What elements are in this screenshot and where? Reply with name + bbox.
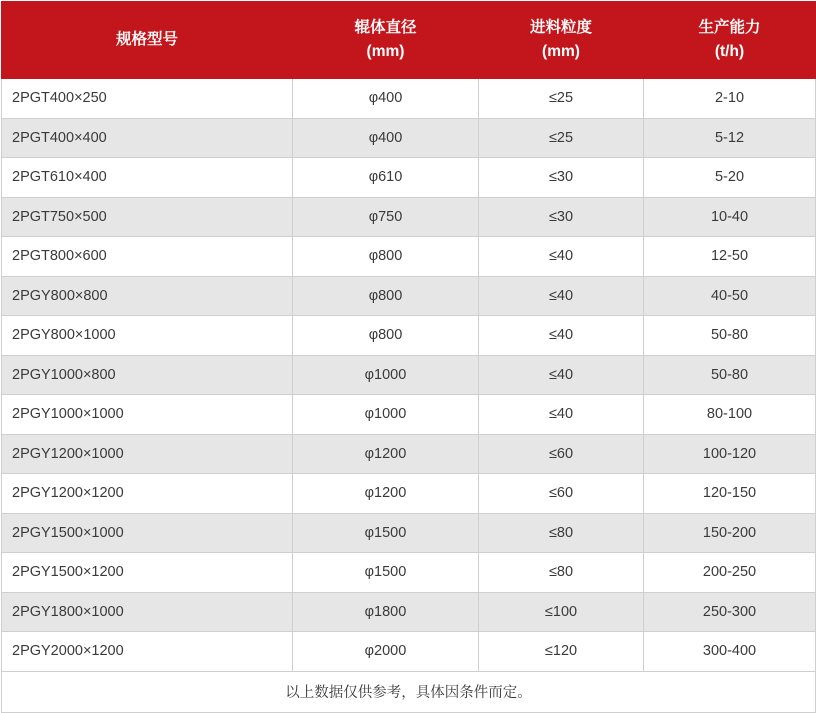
cell-feed: ≤100 [479, 592, 644, 632]
cell-diameter: φ800 [293, 276, 479, 316]
cell-diameter: φ610 [293, 158, 479, 198]
column-header-roller-diameter-title: 辊体直径 [354, 18, 417, 36]
table-row [2, 474, 816, 514]
cell-diameter: φ1800 [293, 592, 479, 632]
specification-table [1, 1, 816, 713]
table-row [2, 632, 816, 672]
cell-feed: ≤40 [479, 395, 644, 435]
column-header-capacity [644, 2, 816, 79]
cell-diameter: φ400 [293, 79, 479, 119]
table-row [2, 434, 816, 474]
cell-model: 2PGY1500×1000 [2, 513, 293, 553]
cell-diameter: φ400 [293, 118, 479, 158]
cell-model: 2PGT400×250 [2, 79, 293, 119]
column-header-roller-diameter [293, 2, 479, 79]
cell-diameter: φ1000 [293, 355, 479, 395]
cell-model: 2PGY2000×1200 [2, 632, 293, 672]
column-header-capacity-title: 生产能力 [698, 18, 761, 36]
table-row [2, 395, 816, 435]
table-row [2, 513, 816, 553]
cell-model: 2PGY800×1000 [2, 316, 293, 356]
cell-capacity: 50-80 [644, 316, 816, 356]
cell-diameter: φ1200 [293, 474, 479, 514]
table-row [2, 316, 816, 356]
table-footer [2, 671, 816, 712]
table-row [2, 197, 816, 237]
table-row [2, 237, 816, 277]
cell-capacity: 80-100 [644, 395, 816, 435]
cell-capacity: 5-12 [644, 118, 816, 158]
cell-diameter: φ1500 [293, 553, 479, 593]
cell-feed: ≤40 [479, 276, 644, 316]
table-header [2, 2, 816, 79]
table-row [2, 592, 816, 632]
cell-diameter: φ1200 [293, 434, 479, 474]
cell-feed: ≤25 [479, 79, 644, 119]
cell-capacity: 10-40 [644, 197, 816, 237]
cell-capacity: 150-200 [644, 513, 816, 553]
table-row [2, 118, 816, 158]
cell-capacity: 50-80 [644, 355, 816, 395]
column-header-feed-size-unit: (mm) [542, 43, 580, 60]
cell-feed: ≤30 [479, 197, 644, 237]
table-row [2, 553, 816, 593]
cell-feed: ≤40 [479, 237, 644, 277]
cell-model: 2PGY1000×1000 [2, 395, 293, 435]
cell-feed: ≤60 [479, 474, 644, 514]
cell-model: 2PGT750×500 [2, 197, 293, 237]
cell-model: 2PGT400×400 [2, 118, 293, 158]
column-header-model-title: 规格型号 [115, 30, 178, 48]
column-header-model [2, 2, 293, 79]
cell-capacity: 100-120 [644, 434, 816, 474]
cell-model: 2PGY1200×1000 [2, 434, 293, 474]
table-row [2, 355, 816, 395]
cell-diameter: φ2000 [293, 632, 479, 672]
table-row [2, 79, 816, 119]
cell-diameter: φ800 [293, 237, 479, 277]
table-header-row [2, 2, 816, 79]
cell-diameter: φ800 [293, 316, 479, 356]
cell-capacity: 300-400 [644, 632, 816, 672]
cell-diameter: φ750 [293, 197, 479, 237]
cell-diameter: φ1500 [293, 513, 479, 553]
cell-model: 2PGY1800×1000 [2, 592, 293, 632]
cell-capacity: 2-10 [644, 79, 816, 119]
cell-capacity: 250-300 [644, 592, 816, 632]
cell-feed: ≤30 [479, 158, 644, 198]
column-header-feed-size-title: 进料粒度 [529, 18, 592, 36]
column-header-capacity-unit: (t/h) [714, 43, 745, 60]
cell-feed: ≤80 [479, 513, 644, 553]
table-footnote: 以上数据仅供参考，具体因条件而定。 [2, 671, 816, 712]
cell-model: 2PGT610×400 [2, 158, 293, 198]
cell-model: 2PGY1500×1200 [2, 553, 293, 593]
column-header-feed-size [479, 2, 644, 79]
cell-capacity: 12-50 [644, 237, 816, 277]
cell-model: 2PGY1200×1200 [2, 474, 293, 514]
table-row [2, 158, 816, 198]
cell-capacity: 40-50 [644, 276, 816, 316]
cell-model: 2PGY800×800 [2, 276, 293, 316]
column-header-roller-diameter-unit: (mm) [366, 43, 405, 60]
cell-diameter: φ1000 [293, 395, 479, 435]
cell-model: 2PGT800×600 [2, 237, 293, 277]
table-footnote-row [2, 671, 816, 712]
cell-capacity: 120-150 [644, 474, 816, 514]
cell-feed: ≤60 [479, 434, 644, 474]
cell-model: 2PGY1000×800 [2, 355, 293, 395]
cell-feed: ≤80 [479, 553, 644, 593]
cell-feed: ≤25 [479, 118, 644, 158]
cell-feed: ≤40 [479, 316, 644, 356]
cell-capacity: 5-20 [644, 158, 816, 198]
cell-capacity: 200-250 [644, 553, 816, 593]
table-row [2, 276, 816, 316]
cell-feed: ≤40 [479, 355, 644, 395]
cell-feed: ≤120 [479, 632, 644, 672]
table-body [2, 79, 816, 672]
